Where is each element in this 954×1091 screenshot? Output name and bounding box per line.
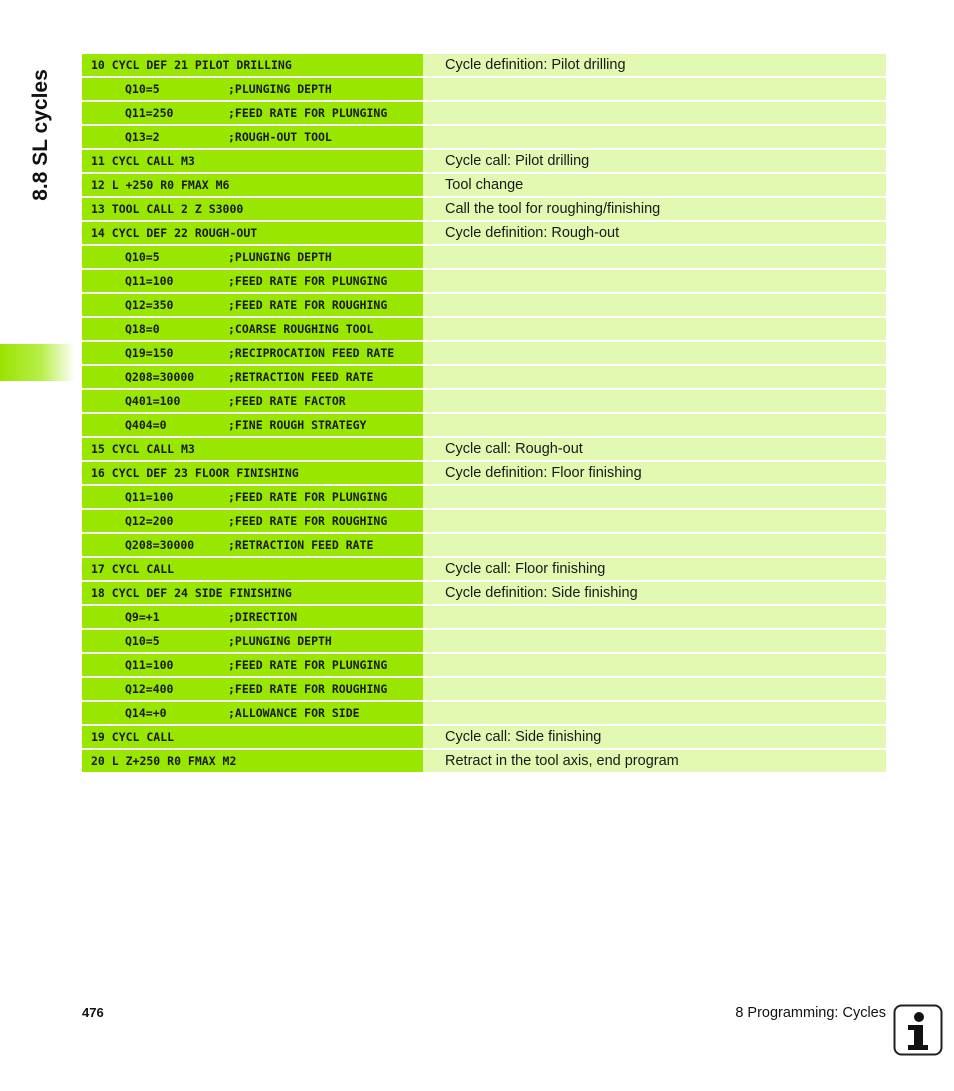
nc-code-cell bbox=[82, 174, 423, 196]
description-cell bbox=[423, 630, 886, 652]
nc-block: 20 L Z+250 R0 FMAX M2 bbox=[91, 754, 237, 768]
description-cell bbox=[423, 366, 886, 388]
nc-code-cell bbox=[82, 606, 423, 628]
nc-parameter: Q10=5 bbox=[125, 82, 160, 96]
nc-block: 12 L +250 R0 FMAX M6 bbox=[91, 178, 230, 192]
table-row bbox=[82, 174, 886, 196]
table-row bbox=[82, 78, 886, 100]
nc-code-cell bbox=[82, 126, 423, 148]
table-row bbox=[82, 390, 886, 412]
table-row bbox=[82, 534, 886, 556]
nc-comment: ;ALLOWANCE FOR SIDE bbox=[228, 706, 360, 720]
table-row bbox=[82, 606, 886, 628]
nc-comment: ;FEED RATE FOR PLUNGING bbox=[228, 106, 388, 120]
nc-parameter: Q208=30000 bbox=[125, 538, 195, 552]
nc-code-cell bbox=[82, 414, 423, 436]
description-cell: Cycle call: Floor finishing bbox=[423, 558, 886, 580]
nc-comment: ;FEED RATE FOR PLUNGING bbox=[228, 490, 388, 504]
nc-comment: ;PLUNGING DEPTH bbox=[228, 82, 332, 96]
description-cell bbox=[423, 318, 886, 340]
table-row bbox=[82, 486, 886, 508]
nc-parameter: Q11=100 bbox=[125, 274, 174, 288]
nc-parameter: Q12=400 bbox=[125, 682, 174, 696]
description-cell bbox=[423, 126, 886, 148]
description-cell bbox=[423, 414, 886, 436]
table-row bbox=[82, 246, 886, 268]
description-cell: Cycle definition: Side finishing bbox=[423, 582, 886, 604]
nc-code-cell bbox=[82, 438, 423, 460]
table-row bbox=[82, 462, 886, 484]
nc-comment: ;FEED RATE FOR PLUNGING bbox=[228, 274, 388, 288]
nc-code-cell bbox=[82, 198, 423, 220]
description-cell: Retract in the tool axis, end program bbox=[423, 750, 886, 772]
nc-parameter: Q11=100 bbox=[125, 490, 174, 504]
table-row bbox=[82, 414, 886, 436]
nc-parameter: Q401=100 bbox=[125, 394, 181, 408]
nc-parameter: Q12=350 bbox=[125, 298, 174, 312]
nc-parameter: Q208=30000 bbox=[125, 370, 195, 384]
description-cell bbox=[423, 342, 886, 364]
nc-block: 19 CYCL CALL bbox=[91, 730, 175, 744]
table-row bbox=[82, 750, 886, 772]
description-cell bbox=[423, 606, 886, 628]
description-cell bbox=[423, 702, 886, 724]
nc-code-cell bbox=[82, 534, 423, 556]
description-cell: Call the tool for roughing/finishing bbox=[423, 198, 886, 220]
table-row bbox=[82, 102, 886, 124]
description-cell bbox=[423, 654, 886, 676]
nc-parameter: Q13=2 bbox=[125, 130, 160, 144]
description-cell bbox=[423, 78, 886, 100]
description-cell bbox=[423, 534, 886, 556]
nc-code-cell bbox=[82, 486, 423, 508]
table-row bbox=[82, 150, 886, 172]
description-cell bbox=[423, 294, 886, 316]
chapter-title: 8 Programming: Cycles bbox=[735, 1005, 886, 1021]
description-cell bbox=[423, 270, 886, 292]
chapter-tab-marker bbox=[0, 344, 75, 381]
nc-comment: ;FEED RATE FOR ROUGHING bbox=[228, 298, 388, 312]
table-row bbox=[82, 294, 886, 316]
nc-comment: ;FINE ROUGH STRATEGY bbox=[228, 418, 367, 432]
nc-block: 16 CYCL DEF 23 FLOOR FINISHING bbox=[91, 466, 299, 480]
description-cell: Cycle definition: Rough-out bbox=[423, 222, 886, 244]
nc-code-cell bbox=[82, 318, 423, 340]
nc-parameter: Q14=+0 bbox=[125, 706, 167, 720]
nc-parameter: Q11=100 bbox=[125, 658, 174, 672]
nc-code-cell bbox=[82, 150, 423, 172]
nc-parameter: Q404=0 bbox=[125, 418, 167, 432]
nc-comment: ;COARSE ROUGHING TOOL bbox=[228, 322, 374, 336]
nc-block: 13 TOOL CALL 2 Z S3000 bbox=[91, 202, 244, 216]
description-cell: Cycle call: Rough-out bbox=[423, 438, 886, 460]
nc-code-cell bbox=[82, 510, 423, 532]
nc-comment: ;RETRACTION FEED RATE bbox=[228, 370, 374, 384]
nc-comment: ;FEED RATE FOR ROUGHING bbox=[228, 682, 388, 696]
nc-block: 18 CYCL DEF 24 SIDE FINISHING bbox=[91, 586, 292, 600]
description-cell bbox=[423, 510, 886, 532]
nc-code-cell bbox=[82, 222, 423, 244]
nc-comment: ;PLUNGING DEPTH bbox=[228, 250, 332, 264]
nc-parameter: Q10=5 bbox=[125, 634, 160, 648]
nc-parameter: Q19=150 bbox=[125, 346, 174, 360]
nc-block: 15 CYCL CALL M3 bbox=[91, 442, 195, 456]
section-title bbox=[14, 50, 68, 220]
table-row bbox=[82, 558, 886, 580]
page-number: 476 bbox=[82, 1005, 104, 1020]
nc-parameter: Q9=+1 bbox=[125, 610, 160, 624]
nc-code-cell bbox=[82, 654, 423, 676]
section-title-text: 8.8 SL cycles bbox=[29, 69, 52, 201]
table-row bbox=[82, 198, 886, 220]
table-row bbox=[82, 678, 886, 700]
nc-parameter: Q18=0 bbox=[125, 322, 160, 336]
nc-parameter: Q11=250 bbox=[125, 106, 174, 120]
description-cell bbox=[423, 102, 886, 124]
table-row bbox=[82, 270, 886, 292]
nc-code-cell bbox=[82, 270, 423, 292]
info-icon bbox=[893, 1004, 943, 1056]
nc-code-cell bbox=[82, 342, 423, 364]
nc-code-cell bbox=[82, 750, 423, 772]
program-table bbox=[82, 54, 886, 774]
nc-code-cell bbox=[82, 294, 423, 316]
nc-comment: ;RECIPROCATION FEED RATE bbox=[228, 346, 395, 360]
nc-code-cell bbox=[82, 462, 423, 484]
table-row bbox=[82, 54, 886, 76]
description-cell: Cycle call: Pilot drilling bbox=[423, 150, 886, 172]
table-row bbox=[82, 630, 886, 652]
nc-block: 11 CYCL CALL M3 bbox=[91, 154, 195, 168]
nc-code-cell bbox=[82, 102, 423, 124]
nc-comment: ;FEED RATE FACTOR bbox=[228, 394, 346, 408]
nc-code-cell bbox=[82, 558, 423, 580]
nc-block: 10 CYCL DEF 21 PILOT DRILLING bbox=[91, 58, 292, 72]
nc-code-cell bbox=[82, 78, 423, 100]
nc-block: 17 CYCL CALL bbox=[91, 562, 175, 576]
nc-code-cell bbox=[82, 246, 423, 268]
table-row bbox=[82, 654, 886, 676]
description-cell bbox=[423, 246, 886, 268]
nc-parameter: Q10=5 bbox=[125, 250, 160, 264]
nc-code-cell bbox=[82, 54, 423, 76]
table-row bbox=[82, 438, 886, 460]
table-row bbox=[82, 702, 886, 724]
nc-comment: ;FEED RATE FOR ROUGHING bbox=[228, 514, 388, 528]
nc-comment: ;DIRECTION bbox=[228, 610, 298, 624]
nc-code-cell bbox=[82, 390, 423, 412]
nc-comment: ;FEED RATE FOR PLUNGING bbox=[228, 658, 388, 672]
description-cell: Cycle definition: Pilot drilling bbox=[423, 54, 886, 76]
nc-comment: ;PLUNGING DEPTH bbox=[228, 634, 332, 648]
nc-code-cell bbox=[82, 582, 423, 604]
table-row bbox=[82, 582, 886, 604]
nc-code-cell bbox=[82, 726, 423, 748]
table-row bbox=[82, 318, 886, 340]
description-cell bbox=[423, 390, 886, 412]
table-row bbox=[82, 126, 886, 148]
table-row bbox=[82, 222, 886, 244]
nc-code-cell bbox=[82, 702, 423, 724]
nc-block: 14 CYCL DEF 22 ROUGH-OUT bbox=[91, 226, 258, 240]
description-cell bbox=[423, 486, 886, 508]
nc-code-cell bbox=[82, 366, 423, 388]
table-row bbox=[82, 510, 886, 532]
nc-code-cell bbox=[82, 678, 423, 700]
description-cell: Cycle definition: Floor finishing bbox=[423, 462, 886, 484]
table-row bbox=[82, 366, 886, 388]
table-row bbox=[82, 342, 886, 364]
table-row bbox=[82, 726, 886, 748]
nc-code-cell bbox=[82, 630, 423, 652]
description-cell: Cycle call: Side finishing bbox=[423, 726, 886, 748]
description-cell: Tool change bbox=[423, 174, 886, 196]
nc-comment: ;ROUGH-OUT TOOL bbox=[228, 130, 332, 144]
description-cell bbox=[423, 678, 886, 700]
nc-comment: ;RETRACTION FEED RATE bbox=[228, 538, 374, 552]
nc-parameter: Q12=200 bbox=[125, 514, 174, 528]
